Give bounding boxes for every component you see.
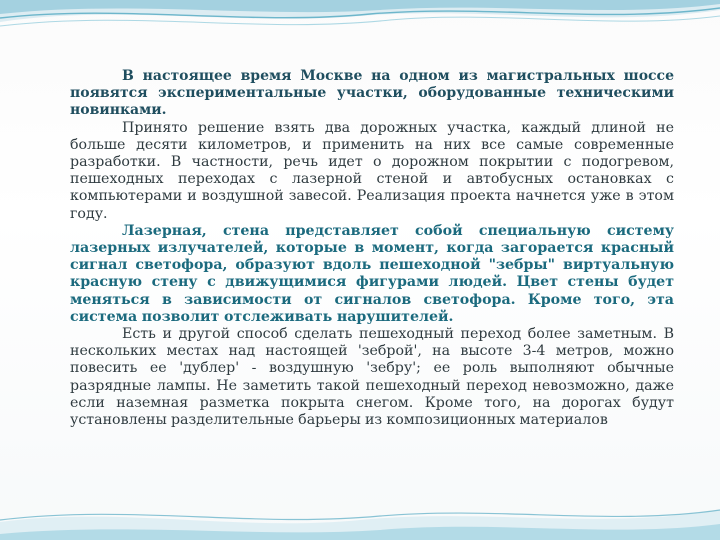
paragraph-road-sections: Принято решение взять два дорожных участка, каждый длиной не больше десяти километров, и применить на них все самые современные разработки. В частности, речь идет о дорожном покрытии с подогревом, пешеходных переходах с лазерной стеной и автобусных остановках с компьютерами и воздушной завесой. Реализация проекта начнется уже в этом году. <box>70 119 674 222</box>
bottom-wave-band-light <box>0 510 720 540</box>
bottom-wave-line <box>0 510 720 520</box>
top-wave-line <box>0 8 720 18</box>
top-wave-band-light <box>0 0 720 22</box>
top-wave-line-2 <box>0 16 720 26</box>
bottom-wave-decoration <box>0 480 720 540</box>
top-wave-decoration <box>0 0 720 70</box>
bottom-wave-band-mid <box>0 524 720 540</box>
intro-heading: В настоящее время Москве на одном из магистральных шоссе появятся экспериментальные участки, оборудованные техническими новинками. <box>70 68 674 119</box>
paragraph-laser-wall: Лазерная, стена представляет собой специальную систему лазерных излучателей, которые в момент, когда загорается красный сигнал светофора, образуют вдоль пешеходной "зебры" виртуальную красную стену с движущимися фигурами людей. Цвет стены будет меняться в зависимости от сигналов светофора. Кроме того, эта система позволит отслеживать нарушителей. <box>70 222 674 325</box>
paragraph-air-zebra: Есть и другой способ сделать пешеходный переход более заметным. В нескольких местах над настоящей 'зеброй', на высоте 3-4 метров, можно повесить ее 'дублер' - воздушную 'зебру'; ее роль выполняют обычные разрядные лампы. Не заметить такой пешеходный переход невозможно, даже если наземная разметка покрыта снегом. Кроме того, на дорогах будут установлены разделительные барьеры из композиционных материалов <box>70 326 674 429</box>
text-body <box>70 68 674 429</box>
top-wave-band-mid <box>0 0 720 14</box>
